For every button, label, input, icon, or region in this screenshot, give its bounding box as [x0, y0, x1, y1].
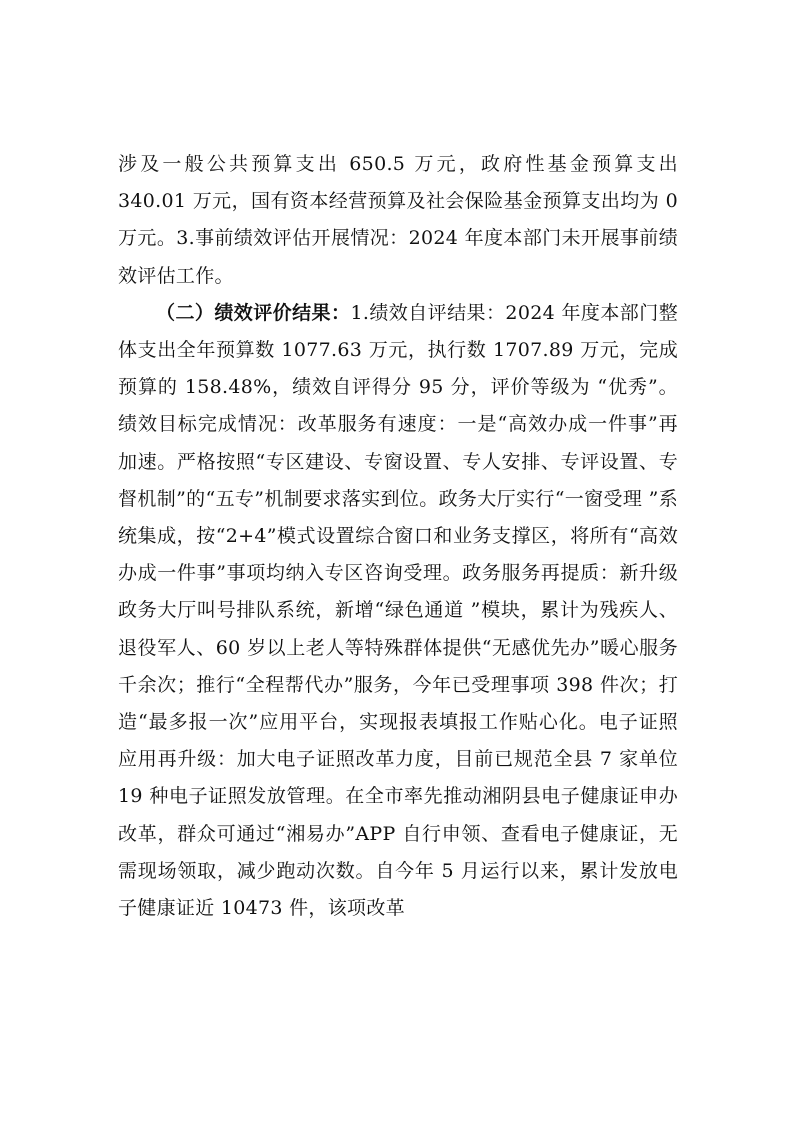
paragraph-continuation: 涉及一般公共预算支出 650.5 万元，政府性基金预算支出 340.01 万元，国有资本经营预算及社会保险基金预算支出均为 0 万元。3.事前绩效评估开展情况：2024 年度本部门未开展事前绩效评估工作。: [118, 153, 685, 287]
paragraph-evaluation-results: [118, 295, 685, 927]
document-body: [118, 146, 685, 927]
section-heading: （二）绩效评价结果：: [156, 301, 351, 324]
paragraph-body-text: 1.绩效自评结果：2024 年度本部门整体支出全年预算数 1077.63 万元，执行数 1707.89 万元，完成预算的 158.48%，绩效自评得分 95 分，评价等级为 “优秀”。绩效目标完成情况：改革服务有速度：一是“高效办成一件事”再加速。严格按照“专区建设、专窗设置、专人安排、专评设置、专督机制”的“五专”机制要求落实到位。政务大厅实行“一窗受理 ”系统集成，按“2+4”模式设置综合窗口和业务支撑区，将所有“高效办成一件事”事项均纳入专区咨询受理。政务服务再提质：新升级政务大厅叫号排队系统，新增“绿色通道 ”模块，累计为残疾人、退役军人、60 岁以上老人等特殊群体提供“无感优先办”暖心服务千余次；推行“全程帮代办”服务，今年已受理事项 398 件次；打造“最多报一次”应用平台，实现报表填报工作贴心化。电子证照应用再升级：加大电子证照改革力度，目前已规范全县 7 家单位 19 种电子证照发放管理。在全市率先推动湘阴县电子健康证申办改革，群众可通过“湘易办”APP 自行申领、查看电子健康证，无需现场领取，减少跑动次数。自今年 5 月运行以来，累计发放电子健康证近 10473 件，该项改革: [118, 301, 685, 920]
